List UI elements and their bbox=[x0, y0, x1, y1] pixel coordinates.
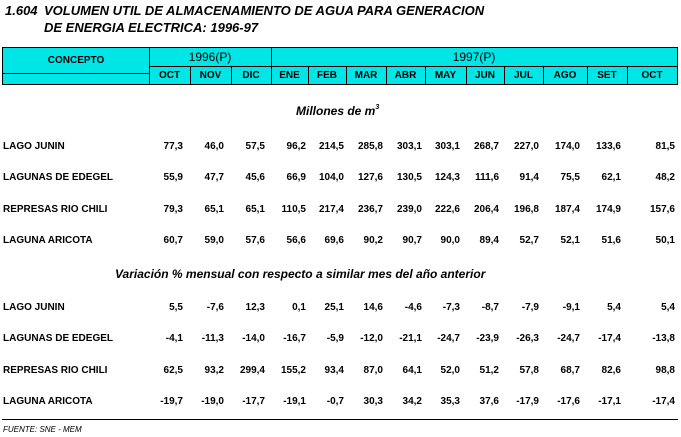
table-title-text: VOLUMEN UTIL DE ALMACENAMIENTO DE AGUA PARA GENERACION bbox=[44, 3, 485, 18]
cell-value: 127,6 bbox=[357, 172, 383, 183]
table-row bbox=[0, 141, 681, 155]
cell-value: -26,3 bbox=[516, 333, 539, 344]
cell-value: -17,1 bbox=[598, 396, 621, 407]
cell-value: -17,4 bbox=[652, 396, 675, 407]
header-year-1996: 1996(P) bbox=[188, 50, 232, 64]
cell-value: 47,7 bbox=[204, 172, 224, 183]
cell-value: 65,1 bbox=[204, 204, 224, 215]
cell-value: 157,6 bbox=[649, 204, 675, 215]
cell-value: 93,4 bbox=[324, 365, 344, 376]
cell-value: 5,5 bbox=[169, 302, 183, 313]
cell-value: 90,2 bbox=[363, 235, 383, 246]
row-label: REPRESAS RIO CHILI bbox=[3, 365, 108, 376]
cell-value: 35,3 bbox=[440, 396, 460, 407]
header-month-abr-6: ABR bbox=[394, 70, 417, 81]
table-row bbox=[0, 172, 681, 186]
cell-value: 52,1 bbox=[560, 235, 580, 246]
cell-value: 89,4 bbox=[479, 235, 499, 246]
cell-value: -0,7 bbox=[326, 396, 344, 407]
header-month-oct-0: OCT bbox=[158, 70, 181, 81]
table-number: 1.604 bbox=[5, 3, 38, 18]
header-month-nov-1: NOV bbox=[199, 70, 222, 81]
cell-value: 5,4 bbox=[607, 302, 621, 313]
row-label: LAGUNAS DE EDEGEL bbox=[3, 172, 114, 183]
cell-value: 57,6 bbox=[245, 235, 265, 246]
cell-value: 91,4 bbox=[519, 172, 539, 183]
cell-value: 51,6 bbox=[601, 235, 621, 246]
cell-value: -13,8 bbox=[652, 333, 675, 344]
cell-value: 50,1 bbox=[655, 235, 675, 246]
table-row bbox=[0, 302, 681, 316]
cell-value: 98,8 bbox=[655, 365, 675, 376]
cell-value: 303,1 bbox=[434, 141, 460, 152]
cell-value: -5,9 bbox=[326, 333, 344, 344]
cell-value: 133,6 bbox=[595, 141, 621, 152]
section-title-text: Millones de m bbox=[296, 104, 376, 118]
header-month-ago-10: AGO bbox=[553, 70, 577, 81]
header-month-oct-12: OCT bbox=[641, 70, 663, 81]
table-row bbox=[0, 365, 681, 379]
header-month-dic-2: DIC bbox=[242, 70, 260, 81]
cell-value: 303,1 bbox=[396, 141, 422, 152]
cell-value: 124,3 bbox=[434, 172, 460, 183]
row-label: LAGUNA ARICOTA bbox=[3, 396, 93, 407]
cell-value: 155,2 bbox=[280, 365, 306, 376]
table-row bbox=[0, 396, 681, 410]
cell-value: 57,5 bbox=[245, 141, 265, 152]
cell-value: 206,4 bbox=[473, 204, 499, 215]
cell-value: 214,5 bbox=[318, 141, 344, 152]
cell-value: 174,9 bbox=[595, 204, 621, 215]
header-month-may-7: MAY bbox=[434, 70, 457, 81]
bottom-rule bbox=[2, 419, 678, 420]
header-month-set-11: SET bbox=[597, 70, 617, 81]
cell-value: -17,4 bbox=[598, 333, 621, 344]
cell-value: 217,4 bbox=[318, 204, 344, 215]
cell-value: 59,0 bbox=[204, 235, 224, 246]
cell-value: 90,0 bbox=[440, 235, 460, 246]
cell-value: 0,1 bbox=[292, 302, 306, 313]
table-row bbox=[0, 204, 681, 218]
cell-value: -7,3 bbox=[442, 302, 460, 313]
cell-value: 75,5 bbox=[560, 172, 580, 183]
table-header bbox=[2, 47, 678, 85]
cell-value: 77,3 bbox=[163, 141, 183, 152]
cell-value: -24,7 bbox=[437, 333, 460, 344]
cell-value: -17,7 bbox=[242, 396, 265, 407]
source-note: FUENTE: SNE - MEM bbox=[3, 425, 82, 434]
cell-value: 52,0 bbox=[440, 365, 460, 376]
cell-value: 51,2 bbox=[479, 365, 499, 376]
header-month-jul-9: JUL bbox=[514, 70, 533, 81]
cell-value: -23,9 bbox=[476, 333, 499, 344]
cell-value: 104,0 bbox=[318, 172, 344, 183]
cell-value: 14,6 bbox=[363, 302, 383, 313]
cell-value: 25,1 bbox=[324, 302, 344, 313]
cell-value: 5,4 bbox=[661, 302, 675, 313]
header-month-ene-3: ENE bbox=[279, 70, 300, 81]
header-concept-underline bbox=[3, 73, 149, 74]
cell-value: 110,5 bbox=[281, 204, 306, 215]
cell-value: -12,0 bbox=[360, 333, 383, 344]
cell-value: 64,1 bbox=[402, 365, 422, 376]
header-concept: CONCEPTO bbox=[47, 55, 105, 66]
table-title-line1 bbox=[5, 3, 484, 18]
table-title-line2: DE ENERGIA ELECTRICA: 1996-97 bbox=[44, 20, 259, 35]
cell-value: 12,3 bbox=[245, 302, 265, 313]
cell-value: 68,7 bbox=[560, 365, 580, 376]
cell-value: 62,1 bbox=[601, 172, 621, 183]
cell-value: 174,0 bbox=[554, 141, 580, 152]
cell-value: 46,0 bbox=[204, 141, 224, 152]
cell-value: 236,7 bbox=[357, 204, 383, 215]
table-row bbox=[0, 333, 681, 347]
cell-value: 65,1 bbox=[245, 204, 265, 215]
table-row bbox=[0, 235, 681, 249]
cell-value: -17,9 bbox=[516, 396, 539, 407]
cell-value: 222,6 bbox=[434, 204, 460, 215]
cell-value: 90,7 bbox=[402, 235, 422, 246]
header-year-1997: 1997(P) bbox=[452, 50, 496, 64]
cell-value: 48,2 bbox=[655, 172, 675, 183]
row-label: LAGO JUNIN bbox=[3, 141, 65, 152]
cell-value: 111,6 bbox=[475, 172, 499, 183]
cell-value: 79,3 bbox=[163, 204, 183, 215]
cell-value: -8,7 bbox=[481, 302, 499, 313]
cell-value: 82,6 bbox=[601, 365, 621, 376]
cell-value: -7,6 bbox=[206, 302, 224, 313]
cell-value: 34,2 bbox=[402, 396, 422, 407]
section-title-variacion: Variación % mensual con respecto a similar mes del año anterior bbox=[115, 267, 486, 281]
cell-value: 93,2 bbox=[204, 365, 224, 376]
cell-value: -14,0 bbox=[242, 333, 265, 344]
cell-value: -24,7 bbox=[557, 333, 580, 344]
cell-value: 130,5 bbox=[396, 172, 422, 183]
cell-value: -19,0 bbox=[201, 396, 224, 407]
section-title-millones bbox=[296, 104, 379, 118]
cell-value: 57,8 bbox=[519, 365, 539, 376]
cell-value: -7,9 bbox=[521, 302, 539, 313]
cell-value: 37,6 bbox=[479, 396, 499, 407]
cell-value: 299,4 bbox=[239, 365, 265, 376]
row-label: LAGO JUNIN bbox=[3, 302, 65, 313]
cell-value: 96,2 bbox=[286, 141, 306, 152]
cell-value: -19,1 bbox=[283, 396, 306, 407]
cell-value: -9,1 bbox=[562, 302, 580, 313]
cell-value: 55,9 bbox=[163, 172, 183, 183]
cell-value: -17,6 bbox=[557, 396, 580, 407]
cell-value: 87,0 bbox=[363, 365, 383, 376]
header-month-jun-8: JUN bbox=[474, 70, 495, 81]
row-label: LAGUNAS DE EDEGEL bbox=[3, 333, 114, 344]
cell-value: -11,3 bbox=[201, 333, 224, 344]
cell-value: -4,1 bbox=[165, 333, 183, 344]
cell-value: 30,3 bbox=[363, 396, 383, 407]
cell-value: 45,6 bbox=[245, 172, 265, 183]
cell-value: 285,8 bbox=[357, 141, 383, 152]
header-month-mar-5: MAR bbox=[354, 70, 378, 81]
cell-value: -4,6 bbox=[404, 302, 422, 313]
cell-value: 66,9 bbox=[286, 172, 306, 183]
cell-value: 227,0 bbox=[513, 141, 539, 152]
cell-value: 62,5 bbox=[163, 365, 183, 376]
cell-value: 60,7 bbox=[163, 235, 183, 246]
row-label: LAGUNA ARICOTA bbox=[3, 235, 93, 246]
cell-value: 196,8 bbox=[513, 204, 539, 215]
superscript-3: 3 bbox=[375, 104, 380, 111]
header-month-feb-4: FEB bbox=[317, 70, 337, 81]
cell-value: -16,7 bbox=[283, 333, 306, 344]
row-label: REPRESAS RIO CHILI bbox=[3, 204, 108, 215]
cell-value: 52,7 bbox=[519, 235, 539, 246]
cell-value: 187,4 bbox=[554, 204, 580, 215]
cell-value: 81,5 bbox=[655, 141, 675, 152]
cell-value: -21,1 bbox=[399, 333, 422, 344]
cell-value: 239,0 bbox=[396, 204, 422, 215]
cell-value: 69,6 bbox=[324, 235, 344, 246]
cell-value: 56,6 bbox=[286, 235, 306, 246]
cell-value: -19,7 bbox=[160, 396, 183, 407]
cell-value: 268,7 bbox=[473, 141, 499, 152]
